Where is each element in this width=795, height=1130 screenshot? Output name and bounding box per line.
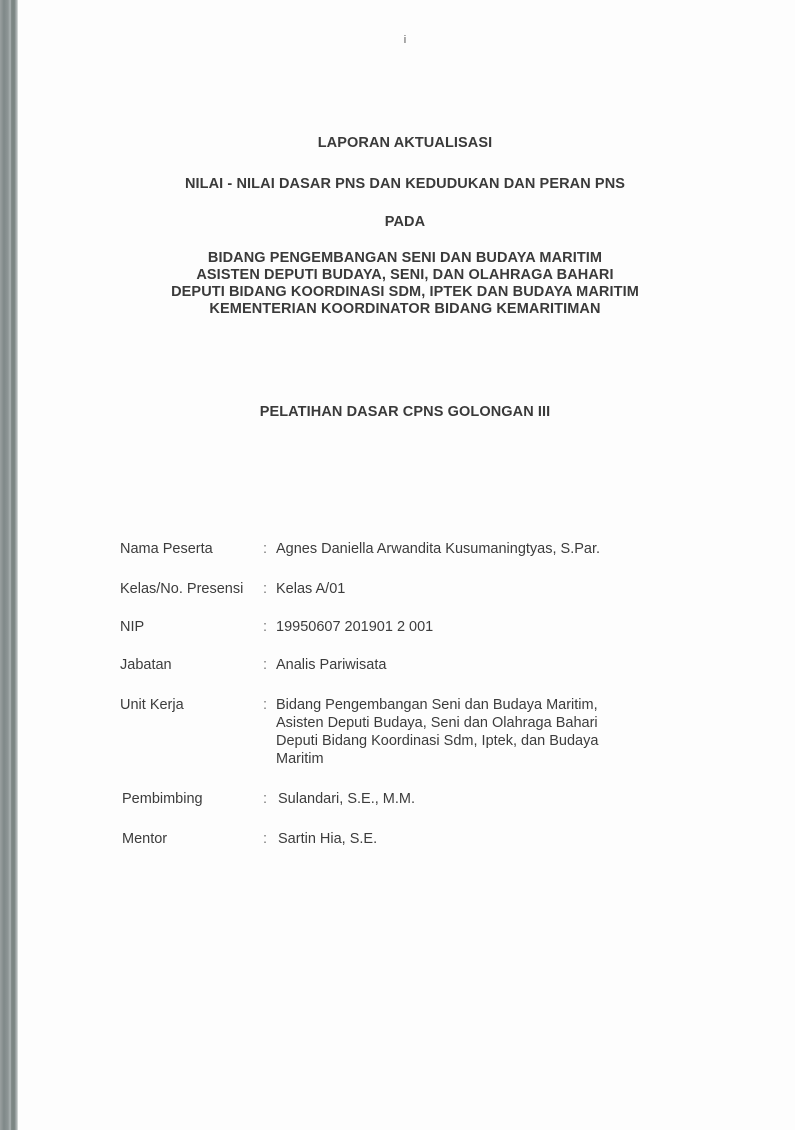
organization-line-asisten-deputi: ASISTEN DEPUTI BUDAYA, SENI, DAN OLAHRAGA BAHARI (196, 267, 614, 283)
field-label: NIP (120, 619, 145, 635)
field-row-kelas-presensi (120, 580, 676, 598)
unit-kerja-line: Bidang Pengembangan Seni dan Budaya Maritim, (276, 697, 598, 713)
field-value: Sulandari, S.E., M.M. (278, 791, 415, 807)
field-label: Unit Kerja (120, 697, 184, 713)
field-row-pembimbing (120, 790, 678, 808)
field-separator: : (263, 541, 268, 557)
organization-block (0, 250, 795, 318)
organization-line-kementerian: KEMENTERIAN KOORDINATOR BIDANG KEMARITIMAN (209, 301, 601, 317)
field-label: Mentor (122, 831, 168, 847)
field-value: 19950607 201901 2 001 (276, 619, 434, 635)
field-row-unit-kerja (120, 696, 676, 768)
organization-line-bidang: BIDANG PENGEMBANGAN SENI DAN BUDAYA MARITIM (207, 250, 603, 266)
field-label: Jabatan (120, 657, 172, 673)
field-label: Pembimbing (122, 791, 203, 807)
scan-binding-edge (0, 0, 18, 1130)
field-separator: : (263, 657, 268, 673)
organization-line-deputi: DEPUTI BIDANG KOORDINASI SDM, IPTEK DAN BUDAYA MARITIM (171, 284, 639, 300)
page-number: i (403, 34, 407, 46)
field-separator: : (263, 619, 268, 635)
field-label: Kelas/No. Presensi (120, 581, 244, 597)
unit-kerja-line: Asisten Deputi Budaya, Seni dan Olahraga Bahari (276, 715, 598, 731)
training-title: PELATIHAN DASAR CPNS GOLONGAN III (259, 404, 551, 420)
unit-kerja-line: Deputi Bidang Koordinasi Sdm, Iptek, dan Budaya (276, 733, 599, 749)
field-value-multiline (276, 696, 676, 768)
report-subtitle: NILAI - NILAI DASAR PNS DAN KEDUDUKAN DAN PERAN PNS (184, 176, 626, 192)
field-value: Sartin Hia, S.E. (278, 831, 378, 847)
field-row-jabatan (120, 656, 676, 674)
scan-binding-shadow (11, 0, 15, 1130)
unit-kerja-line: Maritim (276, 751, 324, 767)
report-title: LAPORAN AKTUALISASI (317, 135, 493, 151)
field-row-nama-peserta (120, 540, 676, 558)
field-value: Analis Pariwisata (276, 657, 387, 673)
field-separator: : (263, 581, 268, 597)
field-label: Nama Peserta (120, 541, 213, 557)
field-separator: : (263, 791, 268, 807)
field-separator: : (263, 831, 268, 847)
field-separator: : (263, 697, 268, 713)
report-pada: PADA (384, 214, 426, 230)
field-row-nip (120, 618, 676, 636)
field-value: Kelas A/01 (276, 581, 346, 597)
field-value: Agnes Daniella Arwandita Kusumaningtyas, S.Par. (276, 541, 601, 557)
field-row-mentor (120, 830, 678, 848)
